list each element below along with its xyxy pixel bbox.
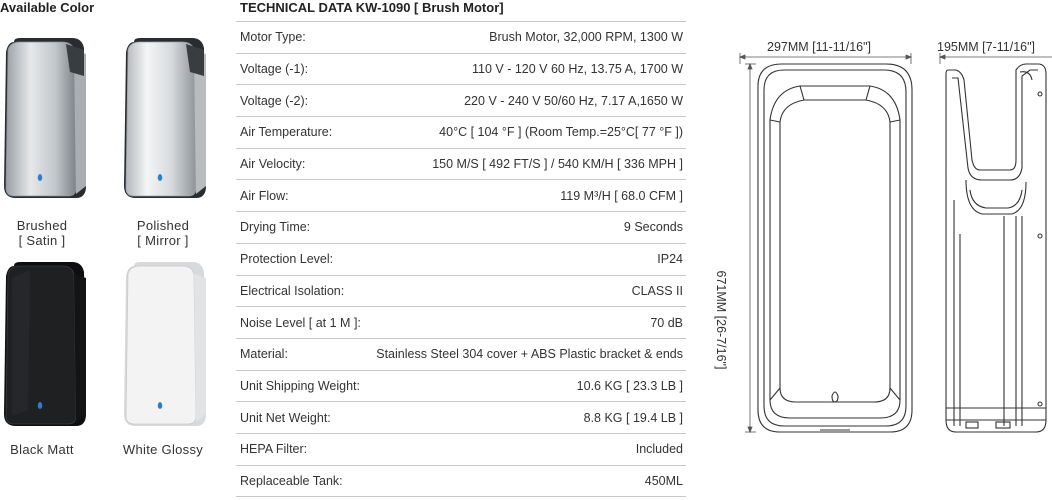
spec-value: 8.8 KG [ 19.4 LB ]	[583, 410, 683, 425]
spec-value: 450ML	[644, 473, 683, 488]
color-label-line1: White Glossy	[122, 442, 204, 457]
spec-value: IP24	[657, 252, 683, 267]
spec-value: 40°C [ 104 °F ] (Room Temp.=25°C[ 77 °F ])	[439, 125, 683, 140]
spec-value: 150 M/S [ 492 FT/S ] / 540 KM/H [ 336 MPH ]	[432, 157, 683, 172]
spec-table	[236, 21, 686, 497]
spec-key: Voltage (-2):	[240, 93, 309, 108]
color-label-black-matt	[0, 442, 97, 457]
spec-value: 9 Seconds	[623, 220, 683, 235]
spec-row	[236, 22, 686, 54]
spec-value: 119 M³/H [ 68.0 CFM ]	[560, 188, 683, 203]
color-label-white-glossy	[108, 442, 218, 457]
spec-key: Noise Level [ at 1 M ]:	[240, 315, 361, 330]
spec-row	[236, 339, 686, 371]
spec-row	[236, 276, 686, 308]
color-label-line1: Black Matt	[10, 442, 74, 457]
spec-row	[236, 117, 686, 149]
available-color-title: Available Color	[0, 0, 95, 15]
dimension-drawing	[720, 0, 1052, 500]
spec-title: TECHNICAL DATA KW-1090 [ Brush Motor]	[240, 0, 504, 15]
spec-value: 110 V - 120 V 60 Hz, 13.75 A, 1700 W	[471, 62, 683, 77]
spec-key: Protection Level:	[240, 252, 334, 267]
spec-row	[236, 212, 686, 244]
color-label-line1: Brushed	[16, 218, 68, 233]
spec-row	[236, 466, 686, 498]
spec-row	[236, 371, 686, 403]
spec-key: Drying Time:	[240, 220, 311, 235]
spec-value: Brush Motor, 32,000 RPM, 1300 W	[489, 30, 683, 45]
color-label-polished-mirror	[108, 218, 218, 248]
dryer-image-brushed-satin	[0, 36, 88, 202]
spec-row	[236, 180, 686, 212]
dryer-image-black-matt	[0, 260, 88, 430]
spec-row	[236, 54, 686, 86]
dryer-image-polished-mirror	[120, 36, 208, 202]
spec-row	[236, 85, 686, 117]
spec-row	[236, 307, 686, 339]
spec-value: CLASS II	[631, 283, 683, 298]
spec-value: 70 dB	[650, 315, 683, 330]
spec-key: HEPA Filter:	[240, 442, 308, 457]
height-dimension-text: 671MM [26-7/16"]	[714, 270, 728, 370]
spec-value: 10.6 KG [ 23.3 LB ]	[576, 378, 683, 393]
spec-value: 220 V - 240 V 50/60 Hz, 7.17 A,1650 W	[464, 93, 683, 108]
spec-key: Electrical Isolation:	[240, 283, 345, 298]
spec-row	[236, 149, 686, 181]
color-label-line1: Polished	[136, 218, 190, 233]
color-label-line2: [ Satin ]	[18, 233, 66, 248]
color-label-brushed-satin	[0, 218, 97, 248]
spec-row	[236, 244, 686, 276]
spec-value: Stainless Steel 304 cover + ABS Plastic bracket & ends	[376, 347, 683, 362]
spec-key: Air Velocity:	[240, 157, 306, 172]
spec-key: Motor Type:	[240, 30, 306, 45]
dryer-image-white-glossy	[120, 260, 208, 430]
color-label-line2: [ Mirror ]	[137, 233, 189, 248]
spec-key: Air Temperature:	[240, 125, 333, 140]
spec-key: Replaceable Tank:	[240, 473, 343, 488]
width-dimension-label: 297MM [11-11/16"]	[767, 40, 872, 54]
spec-key: Material:	[240, 347, 288, 362]
spec-key: Air Flow:	[240, 188, 289, 203]
spec-row	[236, 402, 686, 434]
spec-value: Included	[635, 442, 683, 457]
depth-dimension-label: 195MM [7-11/16"]	[937, 40, 1036, 54]
spec-key: Voltage (-1):	[240, 62, 309, 77]
spec-key: Unit Net Weight:	[240, 410, 331, 425]
spec-key: Unit Shipping Weight:	[240, 378, 360, 393]
spec-row	[236, 434, 686, 466]
